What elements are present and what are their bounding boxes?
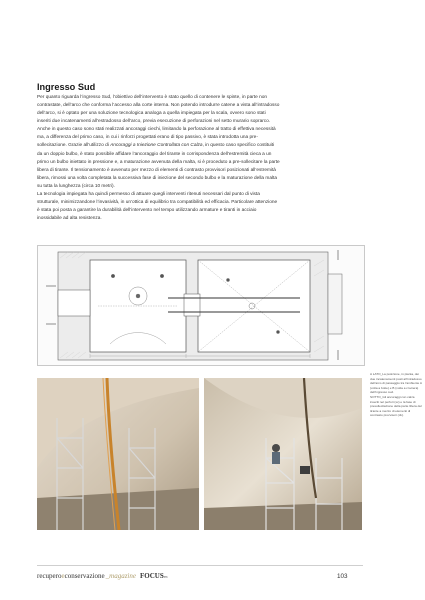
page-number: 103 [337, 573, 348, 580]
paragraph-1 [37, 94, 280, 191]
scaffolding-photo-left [37, 378, 199, 530]
caption-plan: A LATO_La posizione, in pianta, dei due incatenamenti posti all’intradosso dell’arco di passaggio tra l’ambiente A (volta a botte) e B (volta a crociera) dell’ingresso sud. [370, 372, 422, 395]
floor-plan-drawing [37, 245, 365, 366]
scaffolding-photo-right [204, 378, 362, 530]
article-body [37, 94, 280, 223]
photo-pretensioning [204, 378, 362, 530]
brand-conservazione: conservazione [64, 572, 105, 580]
brand-magazine: _magazine [105, 572, 136, 580]
photo-anchors-inserted [37, 378, 199, 530]
brand-recupero: recupero [37, 572, 62, 580]
article-title: Ingresso Sud [37, 82, 96, 92]
footer-divider [37, 565, 363, 566]
paragraph-1-emphasis: Ancoraggi a Iniezione Controllata con Calza [110, 143, 203, 149]
figure-caption [370, 372, 422, 418]
magazine-footer [37, 572, 168, 580]
caption-photos: SOTTO_Gli ancoraggi con calza inseriti nel perfori (sx) e la fase di presollecitazione della parte libera del tirante a mezzo di elementi di contrasto provvisori (dx). [370, 394, 422, 418]
brand-e: e [61, 572, 65, 580]
focus-label: FOCUS [139, 572, 164, 580]
floor-plan-svg [38, 246, 364, 365]
paragraph-1-start: Per quanto riguarda l’ingresso Sud, l’obiettivo dell’intervento è stato quello di contenere le spinte, in parte non contrastate, dell’arco che conforma l’accesso alla corte interna. Non potendo introdurre catene a vista all’intradosso dell’arco, si è optato per una soluzione tecnologica analoga a quella impiegata per la scala, ovvero sono stati inseriti due incatenamenti all’estradosso dell’arco, previa esecuzione di perforazioni nel setto murario soprarco. Anche in questo caso sono stati realizzati ancoraggi ciechi, limitando la perforazione al tratto di effettiva necessità ma, a differenza del primo caso, in cui i rinforzi progettati erano di tipo passivo, è stata introdotta una pre-sollecitazione. Grazie all’utilizzo di [37, 95, 280, 149]
focus-sub-label: en [163, 574, 168, 579]
paragraph-1-end: , in questo caso specifico costituiti da un doppio bulbo, è stato possibile affidare l’ancoraggio del tirante in corrispondenza dell’estremità cieca a un primo un bulbo iniettato in pressione e, a maturazione avvenuta della malta, si è proceduto a pre-sollecitare la parte libera di tirante. Il tensionamento è avvenuto per mezzo di elementi di contrasto provvisori posizionati all’estremità libera, rimossi una volta completata la successiva fase di iniezione del secondo bulbo e la maturazione della malta su tutta la lunghezza (circa 10 metri). [37, 143, 280, 189]
paragraph-2: La tecnologia impiegata ha quindi permesso di attuare quegli interventi ritenuti necessari dal punto di vista strutturale, minimizzandone l’invasività, in un’ottica di equilibrio tra compatibilità ed efficacia. Particolare attenzione è stata poi posta a garantire la durabilità dell’intervento nel tempo utilizzando armature e tiranti in acciaio inossidabile ad alta resistenza. [37, 191, 278, 222]
